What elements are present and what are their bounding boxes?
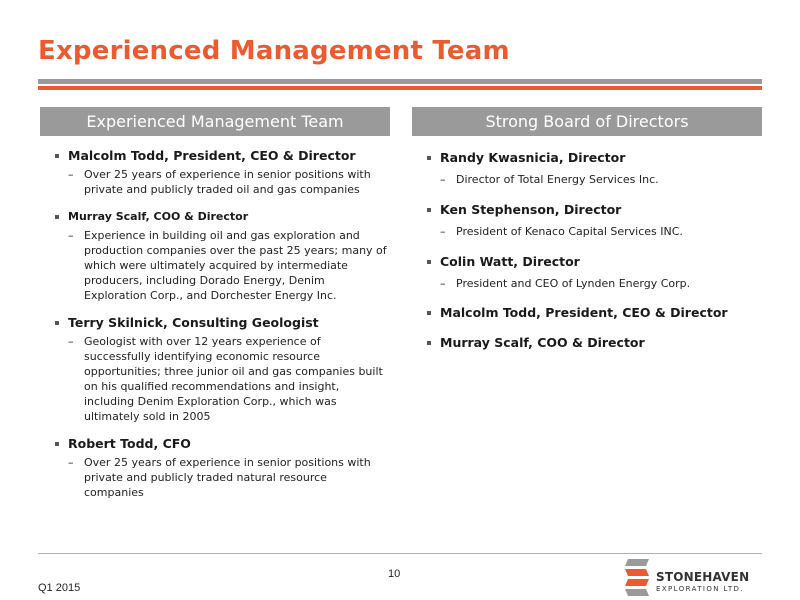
list-item	[412, 150, 762, 187]
footer-date: Q1 2015	[38, 582, 81, 594]
slide-title: Experienced Management Team	[38, 36, 510, 66]
board-column	[412, 107, 762, 351]
logo-tagline: EXPLORATION LTD.	[656, 585, 744, 593]
bullet-square-icon	[55, 215, 59, 219]
list-item	[40, 148, 390, 197]
item-detail	[68, 228, 390, 303]
bullet-square-icon	[427, 341, 431, 345]
list-item	[412, 254, 762, 291]
item-detail-text: Over 25 years of experience in senior positions with private and publicly traded natural resource companies	[84, 456, 371, 499]
item-detail-text: Over 25 years of experience in senior positions with private and publicly traded oil and gas companies	[84, 168, 371, 196]
dash-icon: –	[440, 173, 446, 186]
dash-icon: –	[440, 277, 446, 290]
bullet-square-icon	[55, 321, 59, 325]
management-list	[40, 148, 390, 500]
item-detail	[68, 334, 390, 424]
list-item	[412, 202, 762, 239]
list-item	[40, 315, 390, 424]
item-detail	[440, 172, 762, 187]
logo-name: STONEHAVEN	[656, 570, 750, 584]
stonehaven-logo-icon	[622, 557, 652, 597]
item-detail-text: Experience in building oil and gas exploration and production companies over the past 25 years; many of which were ultimately acquired by intermediate producers, including Dorado Energy, Denim Exploration Corp., and Dorchester Energy Inc.	[84, 229, 387, 302]
management-header: Experienced Management Team	[40, 107, 390, 136]
item-detail	[68, 167, 390, 197]
list-item	[40, 209, 390, 303]
bullet-square-icon	[427, 260, 431, 264]
management-column	[40, 107, 390, 500]
item-label: Robert Todd, CFO	[68, 436, 191, 451]
dash-icon: –	[440, 225, 446, 238]
bullet-square-icon	[427, 208, 431, 212]
page-number: 10	[388, 568, 401, 580]
list-item	[412, 335, 762, 351]
item-detail	[440, 276, 762, 291]
item-detail	[68, 455, 390, 500]
dash-icon: –	[68, 229, 74, 242]
item-detail	[440, 224, 762, 239]
board-header: Strong Board of Directors	[412, 107, 762, 136]
dash-icon: –	[68, 456, 74, 469]
bullet-square-icon	[427, 311, 431, 315]
item-label: Murray Scalf, COO & Director	[440, 335, 645, 350]
item-detail-text: Geologist with over 12 years experience of successfully identifying economic resource opportunities; three junior oil and gas companies built on his qualified recommendations and insight, including Denim Exploration Corp., which was ultimately sold in 2005	[84, 335, 383, 423]
company-logo	[622, 557, 762, 597]
footer-rule	[38, 553, 762, 554]
dash-icon: –	[68, 335, 74, 348]
item-label: Malcolm Todd, President, CEO & Director	[440, 305, 728, 320]
item-label: Terry Skilnick, Consulting Geologist	[68, 315, 319, 330]
item-detail-text: President and CEO of Lynden Energy Corp.	[456, 277, 691, 290]
item-label: Randy Kwasnicia, Director	[440, 150, 626, 165]
item-label: Malcolm Todd, President, CEO & Director	[68, 148, 356, 163]
bullet-square-icon	[427, 156, 431, 160]
list-item	[412, 305, 762, 321]
list-item	[40, 436, 390, 500]
bullet-square-icon	[55, 442, 59, 446]
item-label: Colin Watt, Director	[440, 254, 580, 269]
item-detail-text: President of Kenaco Capital Services INC.	[456, 225, 683, 238]
item-label: Murray Scalf, COO & Director	[68, 210, 249, 223]
item-label: Ken Stephenson, Director	[440, 202, 622, 217]
title-rule-orange	[38, 86, 762, 90]
board-list	[412, 150, 762, 351]
title-rule-gray	[38, 79, 762, 84]
item-detail-text: Director of Total Energy Services Inc.	[456, 173, 659, 186]
dash-icon: –	[68, 168, 74, 181]
bullet-square-icon	[55, 154, 59, 158]
